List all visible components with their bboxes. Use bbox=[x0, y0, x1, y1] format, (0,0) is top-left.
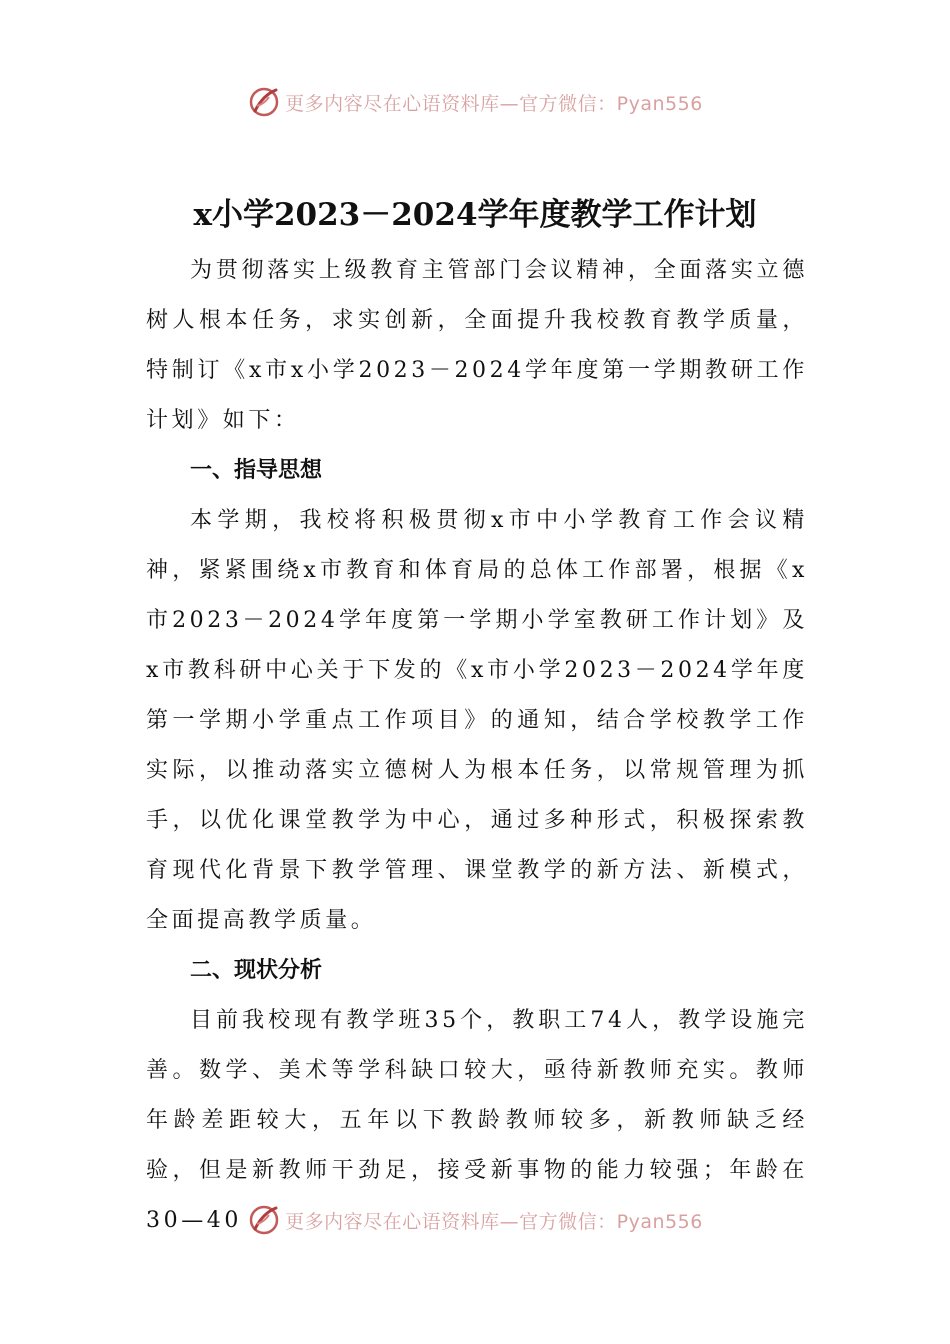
intro-paragraph: 为贯彻落实上级教育主管部门会议精神，全面落实立德树人根本任务，求实创新，全面提升我校教育教学质量，特制订《x市x小学2023－2024学年度第一学期教研工作计划》如下： bbox=[146, 258, 808, 433]
watermark-footer bbox=[0, 1200, 950, 1240]
document-title: x小学2023－2024学年度教学工作计划 bbox=[193, 197, 757, 233]
watermark-text: 更多内容尽在心语资料库—官方微信：Pyan556 bbox=[285, 1210, 703, 1233]
section-body-guiding-ideology: 本学期，我校将积极贯彻x市中小学教育工作会议精神，紧紧围绕x市教育和体育局的总体工作部署，根据《x市2023－2024学年度第一学期小学室教研工作计划》及x市教科研中心关于下发的《x市小学2023－2024学年度第一学期小学重点工作项目》的通知，结合学校教学工作实际，以推动落实立德树人为根本任务，以常规管理为抓手，以优化课堂教学为中心，通过多种形式，积极探索教育现代化背景下教学管理、课堂教学的新方法、新模式，全面提高教学质量。 bbox=[146, 508, 808, 933]
watermark-header bbox=[0, 82, 950, 122]
brush-logo-icon bbox=[247, 1203, 281, 1237]
section-heading-guiding-ideology: 一、指导思想 bbox=[190, 458, 323, 483]
section-heading-status-analysis: 二、现状分析 bbox=[190, 958, 323, 983]
section-body-status-analysis: 目前我校现有教学班35个，教职工74人，教学设施完善。数学、美术等学科缺口较大，亟待新教师充实。教师年龄差距较大，五年以下教龄教师较多，新教师缺乏经验，但是新教师干劲足，接受新事物的能力较强；年龄在30—40 bbox=[146, 1008, 808, 1233]
brush-logo-icon bbox=[247, 85, 281, 119]
document-body bbox=[146, 246, 808, 1246]
watermark-text: 更多内容尽在心语资料库—官方微信：Pyan556 bbox=[285, 92, 703, 115]
